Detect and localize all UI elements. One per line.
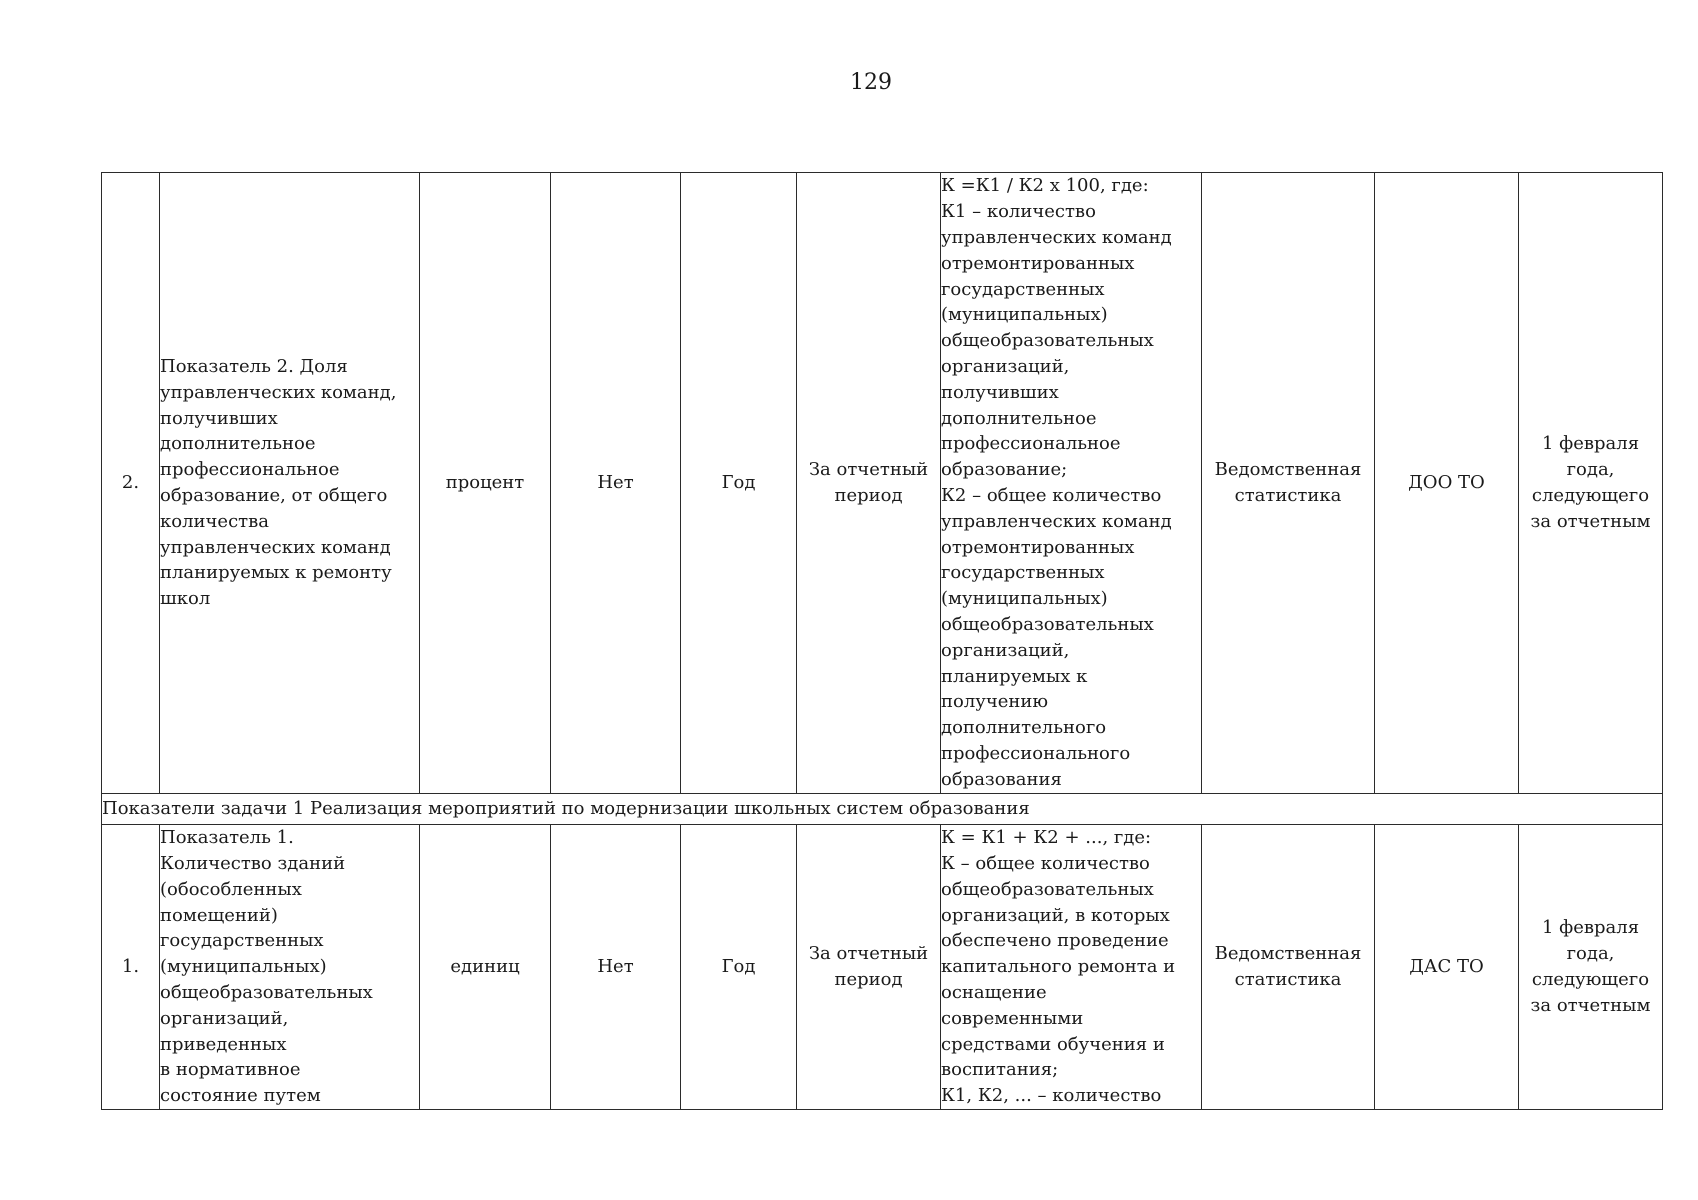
section-row (102, 794, 1663, 825)
cell-number: 1. (102, 825, 160, 1110)
cell-unit: процент (420, 173, 551, 794)
cell-unit: единиц (420, 825, 551, 1110)
page-number: 129 (850, 70, 892, 95)
indicators-table (101, 172, 1663, 1110)
cell-data-source: Ведомственная статистика (1202, 173, 1375, 794)
cell-deadline: 1 февраля года, следующего за отчетным (1519, 825, 1663, 1110)
cell-time-characteristic: За отчетный период (797, 173, 941, 794)
cell-formula: К = К1 + К2 + ..., где: К – общее количество общеобразовательных организаций, в которых обеспечено проведение капитального ремонта и оснащение современными средствами обучения и воспитания; К1, К2, ... – количество (941, 827, 1176, 1107)
cell-time-characteristic: За отчетный период (797, 825, 941, 1110)
cell-responsible: ДОО ТО (1375, 173, 1519, 794)
section-title: Показатели задачи 1 Реализация мероприятий по модернизации школьных систем образования (102, 794, 1663, 825)
cell-periodicity: Год (681, 173, 797, 794)
cell-accumulation: Нет (551, 825, 681, 1110)
cell-indicator-name: Показатель 1. Количество зданий (обособленных помещений) государственных (муниципальных) общеобразовательных организаций, приведенных в нормативное состояние путем (160, 827, 373, 1107)
table-row (102, 825, 1663, 1110)
cell-number: 2. (102, 173, 160, 794)
cell-data-source: Ведомственная статистика (1202, 825, 1375, 1110)
cell-formula-wrap (941, 825, 1202, 1110)
cell-deadline: 1 февраля года, следующего за отчетным (1519, 173, 1663, 794)
cell-periodicity: Год (681, 825, 797, 1110)
cell-indicator-name-wrap (160, 825, 420, 1110)
cell-indicator-name: Показатель 2. Доля управленческих команд, получивших дополнительное профессиональное образование, от общего количества управленческих команд планируемых к ремонту школ (160, 173, 420, 794)
cell-formula: К =К1 / К2 х 100, где: К1 – количество управленческих команд отремонтированных государственных (муниципальных) общеобразовательных организаций, получивших дополнительное профессиональное образование; К2 – общее количество управленческих команд отремонтированных государственных (муниципальных) общеобразовательных организаций, планируемых к получению дополнительного профессионального образования (941, 173, 1202, 794)
cell-responsible: ДАС ТО (1375, 825, 1519, 1110)
cell-accumulation: Нет (551, 173, 681, 794)
table-row (102, 173, 1663, 794)
